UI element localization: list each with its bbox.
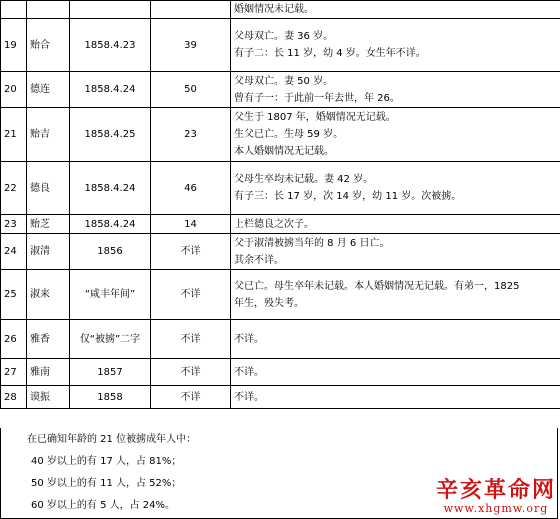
capture-date: 仅“被掳”二字 [70,320,151,359]
captive-name: 淑来 [27,270,70,320]
capture-date: 1857 [70,359,151,386]
note-line: 生父已亡。生母 59 岁。 [234,129,344,140]
note-line: 年生，殁失考。 [234,297,304,309]
summary-line: 40 岁以上的有 17 人，占 81%； [31,456,182,467]
capture-date: 1858.4.24 [70,162,151,215]
captive-age: 14 [151,215,231,234]
note-line: 父母双亡。妻 36 岁。 [234,31,334,42]
captive-name: 贻合 [27,19,70,72]
captive-name: 贻吉 [27,108,70,162]
summary-line: 60 岁以上的有 5 人，占 24%。 [31,500,176,511]
capture-date: 1858.4.24 [70,72,151,108]
table-row [1,386,560,409]
captive-age [151,1,231,19]
table-row [1,19,560,72]
captive-age: 50 [151,72,231,108]
capture-date: 1858.4.25 [70,108,151,162]
row-number: 25 [1,270,27,320]
note-line: 曾有子一：于此前一年去世，年 26。 [234,92,400,104]
note-line: 上栏德良之次子。 [234,218,314,230]
family-notes [231,1,560,19]
family-notes [231,234,560,270]
table-row [1,234,560,270]
capture-date: 1858 [70,386,151,409]
capture-date: 1858.4.24 [70,215,151,234]
note-line: 本人婚姻情况无记载。 [234,146,334,157]
note-line: 父已亡。母生卒年未记载。本人婚姻情况无记载。有弟一，1825 [234,280,520,292]
row-number: 20 [1,72,27,108]
captive-name: 德良 [27,162,70,215]
note-line: 其余不详。 [234,254,284,266]
captive-name: 淑清 [27,234,70,270]
family-notes [231,386,560,409]
captive-age: 不详 [151,270,231,320]
watermark-url: www.xhgmw.org [443,502,549,515]
note-line: 有子二：长 11 岁，幼 4 岁。女生年不详。 [234,48,426,59]
table-row [1,359,560,386]
table-row [1,320,560,359]
table-body [1,1,560,409]
family-notes [231,320,560,359]
note-line: 不详。 [234,333,264,345]
capture-date: 1856 [70,234,151,270]
note-line: 父母双亡。妻 50 岁。 [234,75,334,87]
captive-name [27,1,70,19]
captive-name: 德连 [27,72,70,108]
row-number: 23 [1,215,27,234]
captive-age: 39 [151,19,231,72]
summary-line: 在已确知年龄的 21 位被掳成年人中： [27,434,197,445]
note-line: 父母生卒均未记载。妻 42 岁。 [234,174,374,185]
note-line: 不详。 [234,391,264,403]
capture-date: “咸丰年间” [70,270,151,320]
row-number: 24 [1,234,27,270]
captive-name: 雅南 [27,359,70,386]
family-notes [231,162,560,215]
family-notes [231,108,560,162]
captive-age: 不详 [151,386,231,409]
note-line: 婚姻情况未记载。 [234,4,314,15]
capture-date: 1858.4.23 [70,19,151,72]
watermark-title: 辛亥革命网 [435,477,556,503]
note-line: 不详。 [234,366,264,378]
note-line: 父生于 1807 年，婚姻情况无记载。 [234,112,396,123]
family-notes [231,215,560,234]
captive-name: 雅香 [27,320,70,359]
row-number: 28 [1,386,27,409]
capture-date [70,1,151,19]
row-number [1,1,27,19]
summary-line: 50 岁以上的有 11 人，占 52%； [31,478,182,489]
row-number: 27 [1,359,27,386]
row-number: 26 [1,320,27,359]
family-notes [231,19,560,72]
note-line: 父于淑清被掳当年的 8 月 6 日亡。 [234,237,390,249]
table-row [1,1,560,19]
captive-age: 46 [151,162,231,215]
captive-age: 不详 [151,320,231,359]
family-notes [231,270,560,320]
captive-age: 不详 [151,234,231,270]
captive-age: 23 [151,108,231,162]
table-row [1,215,560,234]
family-notes [231,72,560,108]
captive-name: 贻芝 [27,215,70,234]
row-number: 22 [1,162,27,215]
table-row [1,72,560,108]
row-number: 19 [1,19,27,72]
captive-age: 不详 [151,359,231,386]
note-line: 有子三：长 17 岁，次 14 岁，幼 11 岁。次被掳。 [234,191,462,202]
captive-name: 谟振 [27,386,70,409]
site-watermark [436,478,556,515]
table-row [1,162,560,215]
row-number: 21 [1,108,27,162]
table-row [1,108,560,162]
table-row [1,270,560,320]
family-notes [231,359,560,386]
